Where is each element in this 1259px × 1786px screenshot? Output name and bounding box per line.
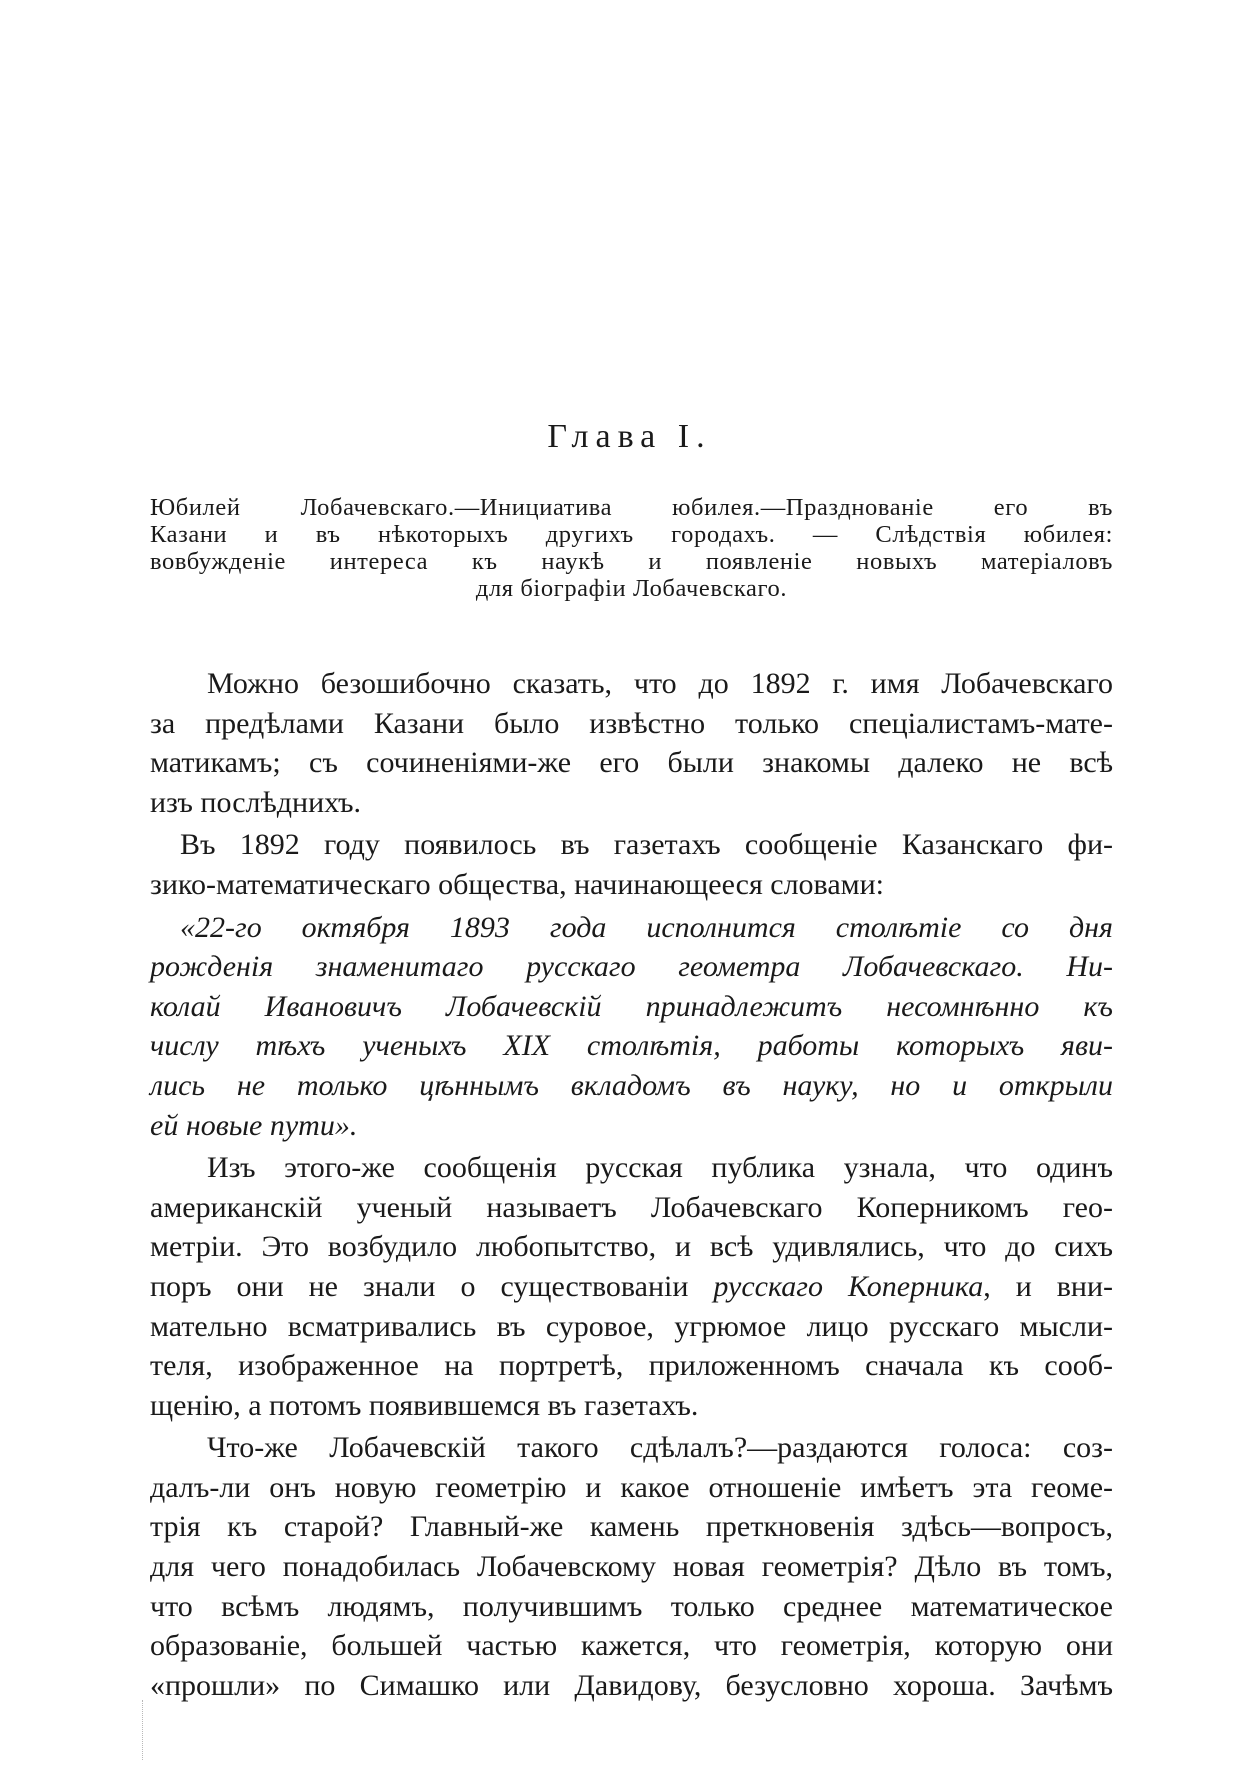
- text-line: Изъ этого-же сообщенія русская публика узнала, что одинъ: [207, 1151, 1113, 1185]
- text-line: за предѣлами Казани было извѣстно только спеціалистамъ-мате-: [150, 706, 1113, 740]
- quote-line: колай Ивановичъ Лобачевскій принадлежитъ несомнѣнно къ: [150, 989, 1113, 1023]
- text-line: теля, изображенное на портретѣ, приложенномъ сначала къ сооб-: [150, 1349, 1113, 1383]
- quote-line: ей новые пути».: [150, 1108, 358, 1142]
- quote-line: числу тѣхъ ученыхъ XIX столѣтія, работы которыхъ яви-: [150, 1029, 1113, 1063]
- text-line: матикамъ; съ сочиненіями-же его были знакомы далеко не всѣ: [150, 746, 1113, 780]
- text-line: образованіе, большей частью кажется, что геометрія, которую они: [150, 1629, 1113, 1663]
- text-line: «прошли» по Симашко или Давидову, безусловно хороша. Зачѣмъ: [150, 1668, 1113, 1702]
- text-line: изъ послѣднихъ.: [150, 785, 362, 819]
- quote-paragraph: [150, 908, 1113, 1146]
- summary-line: Юбилей Лобачевскаго.—Инициатива юбилея.—Празднованіе его въ: [150, 494, 1113, 521]
- text-line: Что-же Лобачевскій такого сдѣлалъ?—раздаются голоса: соз-: [207, 1431, 1113, 1465]
- text-line: что всѣмъ людямъ, получившимъ только среднее математическое: [150, 1589, 1113, 1623]
- text-line: далъ-ли онъ новую геометрію и какое отношеніе имѣетъ эта геоме-: [150, 1470, 1113, 1504]
- paragraph-4: [150, 1148, 1113, 1425]
- quote-line: «22-го октября 1893 года исполнится столѣтіе со дня: [180, 910, 1113, 944]
- text-line: американскій ученый называетъ Лобачевскаго Коперникомъ гео-: [150, 1190, 1113, 1224]
- paragraph-2: [150, 825, 1113, 904]
- summary-line: вовбужденіе интереса къ наукѣ и появленіе новыхъ матеріаловъ: [150, 548, 1113, 575]
- body-text: [150, 664, 1113, 1708]
- text-line: Можно безошибочно сказать, что до 1892 г. имя Лобачевскаго: [207, 667, 1113, 700]
- text-line: метріи. Это возбудило любопытство, и всѣ удивлялись, что до сихъ: [150, 1230, 1113, 1264]
- quote-line: рожденія знаменитаго русскаго геометра Лобачевскаго. Ни-: [150, 950, 1113, 984]
- chapter-summary: [150, 494, 1113, 602]
- paragraph-1: [150, 664, 1113, 822]
- quote-line: лись не только цѣннымъ вкладомъ въ науку, но и открыли: [150, 1068, 1113, 1102]
- text-line: мательно всматривались въ суровое, угрюмое лицо русскаго мысли-: [150, 1309, 1113, 1343]
- chapter-title: Глава I.: [547, 418, 712, 455]
- text-line: поръ они не знали о существованіи русскаго Коперника, и вни-: [150, 1269, 1113, 1303]
- summary-line: для біографіи Лобачевскаго.: [475, 575, 788, 602]
- text-line: трія къ старой? Главный-же камень преткновенія здѣсь—вопросъ,: [150, 1510, 1113, 1544]
- text-line: зико-математическаго общества, начинающееся словами:: [150, 867, 885, 901]
- text-line: щенію, а потомъ появившемся въ газетахъ.: [150, 1388, 699, 1422]
- emphasized-phrase: русскаго Коперника: [713, 1269, 984, 1303]
- summary-line: Казани и въ нѣкоторыхъ другихъ городахъ. — Слѣдствія юбилея:: [150, 521, 1113, 548]
- text-line: для чего понадобилась Лобачевскому новая геометрія? Дѣло въ томъ,: [150, 1550, 1113, 1584]
- scan-specks: [142, 1700, 155, 1760]
- text-line: Въ 1892 году появилось въ газетахъ сообщеніе Казанскаго фи-: [180, 828, 1113, 862]
- paragraph-5: [150, 1428, 1113, 1705]
